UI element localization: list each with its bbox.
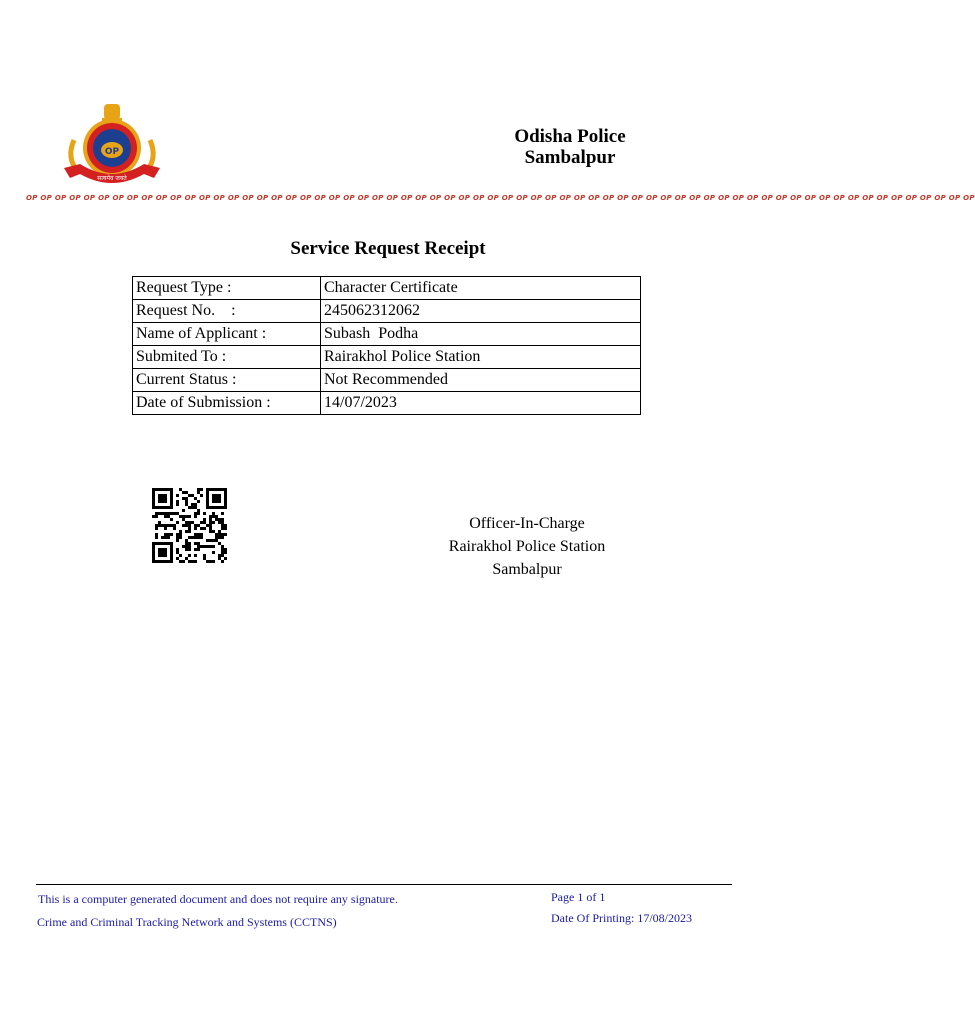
detail-label: Request No. : <box>133 300 321 323</box>
footer-note: This is a computer generated document and does not require any signature. <box>38 892 398 906</box>
request-details-table <box>132 276 641 415</box>
detail-label: Request Type : <box>133 277 321 300</box>
print-date: Date Of Printing: 17/08/2023 <box>551 911 692 925</box>
detail-label: Date of Submission : <box>133 392 321 415</box>
detail-value: Subash Podha <box>321 323 641 346</box>
page-number: Page 1 of 1 <box>551 890 606 904</box>
page-title: Service Request Receipt <box>290 238 486 259</box>
signatory-district: Sambalpur <box>492 561 562 578</box>
svg-text:OP: OP <box>104 147 120 157</box>
detail-row <box>133 369 641 392</box>
detail-value: Not Recommended <box>321 369 641 392</box>
odisha-police-emblem-icon <box>58 96 166 188</box>
detail-label: Submited To : <box>133 346 321 369</box>
detail-value: Rairakhol Police Station <box>321 346 641 369</box>
qr-code-icon <box>151 488 229 562</box>
detail-value: 14/07/2023 <box>321 392 641 415</box>
detail-label: Name of Applicant : <box>133 323 321 346</box>
detail-value: 245062312062 <box>321 300 641 323</box>
org-name: Odisha Police <box>514 126 626 147</box>
district-name: Sambalpur <box>524 147 616 168</box>
detail-value: Character Certificate <box>321 277 641 300</box>
svg-text:सत्यमेव जयते: सत्यमेव जयते <box>97 175 127 182</box>
detail-row <box>133 323 641 346</box>
decorative-border: OP OP OP OP OP OP OP OP OP OP OP OP OP OP OP OP OP OP OP OP OP OP OP OP OP OP OP OP OP OP OP OP OP OP OP OP OP OP OP OP OP OP OP OP OP OP OP OP OP OP OP OP OP OP OP OP OP OP OP OP OP OP OP OP OP OP <box>26 194 975 202</box>
signatory-block <box>426 512 628 581</box>
footer-divider <box>36 884 732 885</box>
organisation-header <box>470 126 670 168</box>
detail-row <box>133 300 641 323</box>
signatory-station: Rairakhol Police Station <box>448 538 606 555</box>
footer-system: Crime and Criminal Tracking Network and Systems (CCTNS) <box>37 915 337 929</box>
signatory-designation: Officer-In-Charge <box>469 515 585 532</box>
detail-row <box>133 277 641 300</box>
detail-label: Current Status : <box>133 369 321 392</box>
detail-row <box>133 346 641 369</box>
detail-row <box>133 392 641 415</box>
